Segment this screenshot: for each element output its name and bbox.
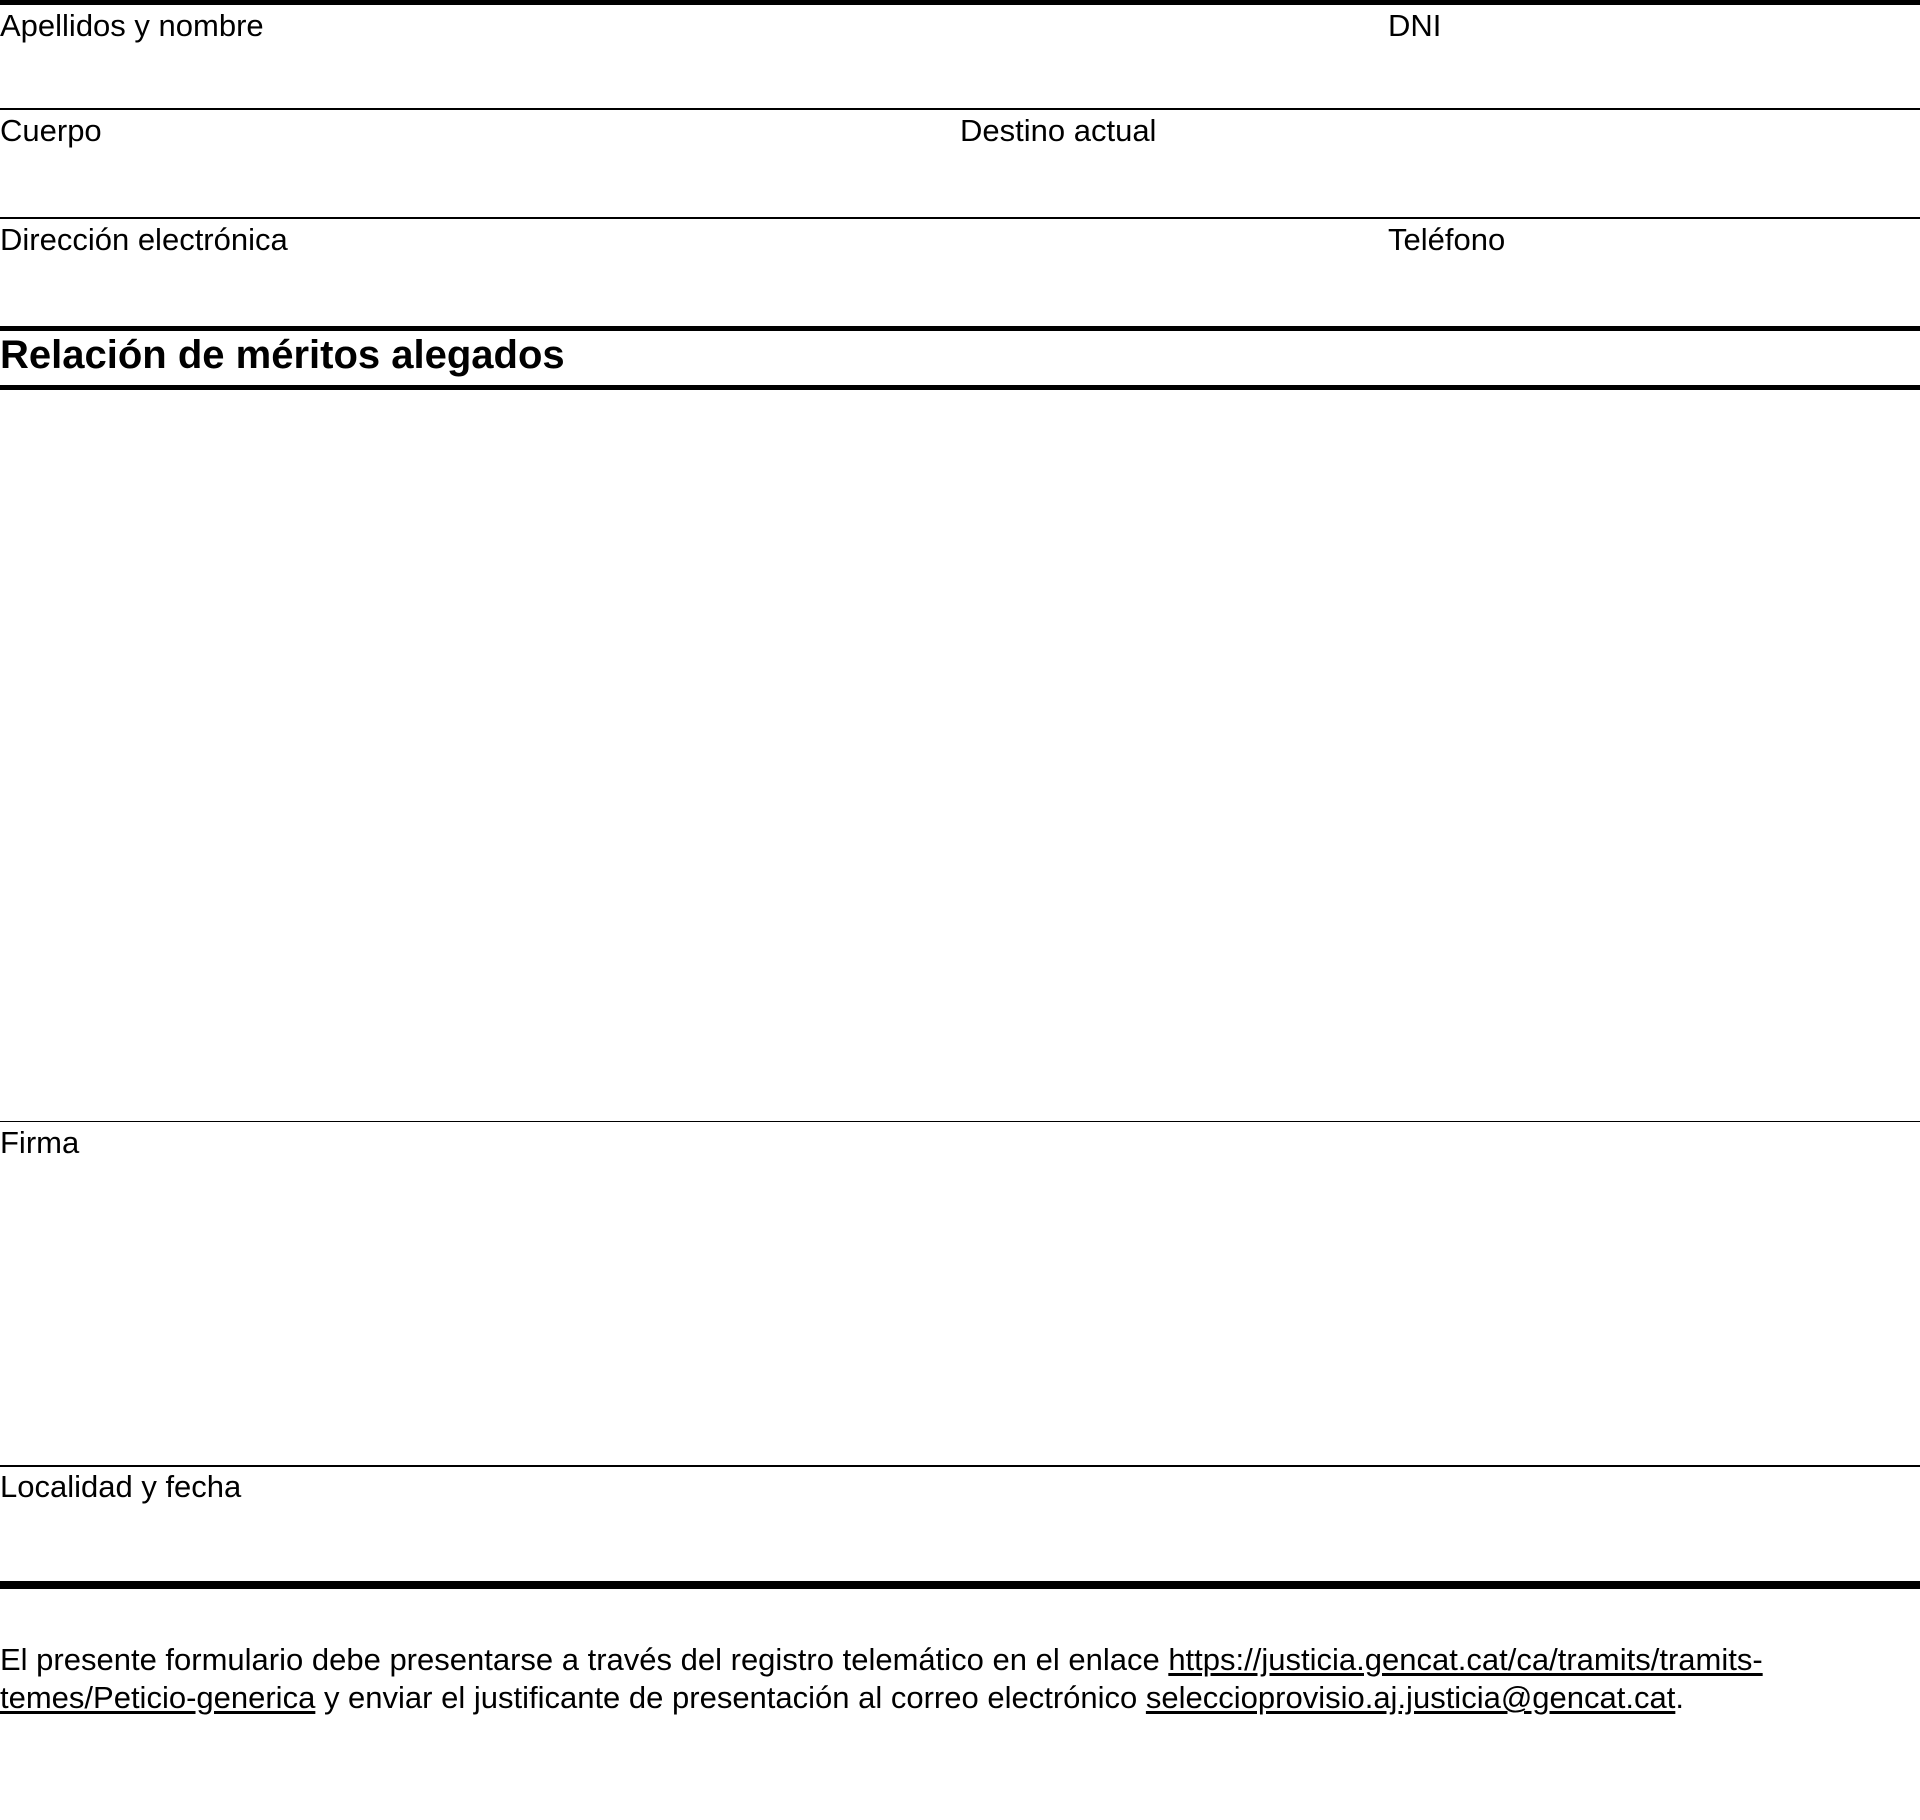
telefono-input[interactable] (1388, 262, 1908, 320)
label-localidad-fecha: Localidad y fecha (0, 1469, 242, 1504)
section-top-rule (0, 326, 1920, 331)
footer-line-2 (0, 1679, 1920, 1717)
firma-divider (0, 1121, 1920, 1122)
footer-text-end: . (1675, 1680, 1684, 1715)
label-firma: Firma (0, 1125, 80, 1160)
label-destino-actual: Destino actual (960, 113, 1157, 148)
footer-note (0, 1641, 1920, 1717)
registro-link[interactable]: https://justicia.gencat.cat/ca/tramits/tramits- (1168, 1642, 1763, 1677)
localidad-fecha-input[interactable] (0, 1510, 1910, 1570)
apellidos-nombre-input[interactable] (0, 48, 1380, 102)
section-bottom-rule (0, 385, 1920, 390)
email-link[interactable]: seleccioprovisio.aj.justicia@gencat.cat (1145, 1680, 1676, 1715)
label-dni: DNI (1388, 8, 1442, 43)
localidad-divider (0, 1465, 1920, 1467)
section-title: Relación de méritos alegados (0, 333, 565, 377)
bottom-rule (0, 1581, 1920, 1589)
top-rule (0, 0, 1920, 5)
firma-signature-box[interactable] (0, 1166, 1910, 1456)
footer-text-before-link: El presente formulario debe presentarse a través del registro telemático en el enlace (0, 1642, 1169, 1677)
meritos-textarea[interactable] (0, 396, 1910, 1106)
footer-text-middle: y enviar el justificante de presentación al correo electrónico (315, 1680, 1146, 1715)
label-telefono: Teléfono (1388, 222, 1506, 257)
destino-actual-input[interactable] (960, 154, 1910, 210)
label-direccion-electronica: Dirección electrónica (0, 222, 288, 257)
footer-line-1 (0, 1641, 1920, 1679)
email-field[interactable] (0, 262, 1380, 320)
registro-link-continued[interactable]: temes/Peticio-generica (0, 1680, 316, 1715)
label-cuerpo: Cuerpo (0, 113, 102, 148)
row1-divider (0, 108, 1920, 110)
cuerpo-input[interactable] (0, 154, 950, 210)
row2-divider (0, 217, 1920, 219)
dni-input[interactable] (1388, 48, 1908, 102)
label-apellidos-nombre: Apellidos y nombre (0, 8, 264, 43)
